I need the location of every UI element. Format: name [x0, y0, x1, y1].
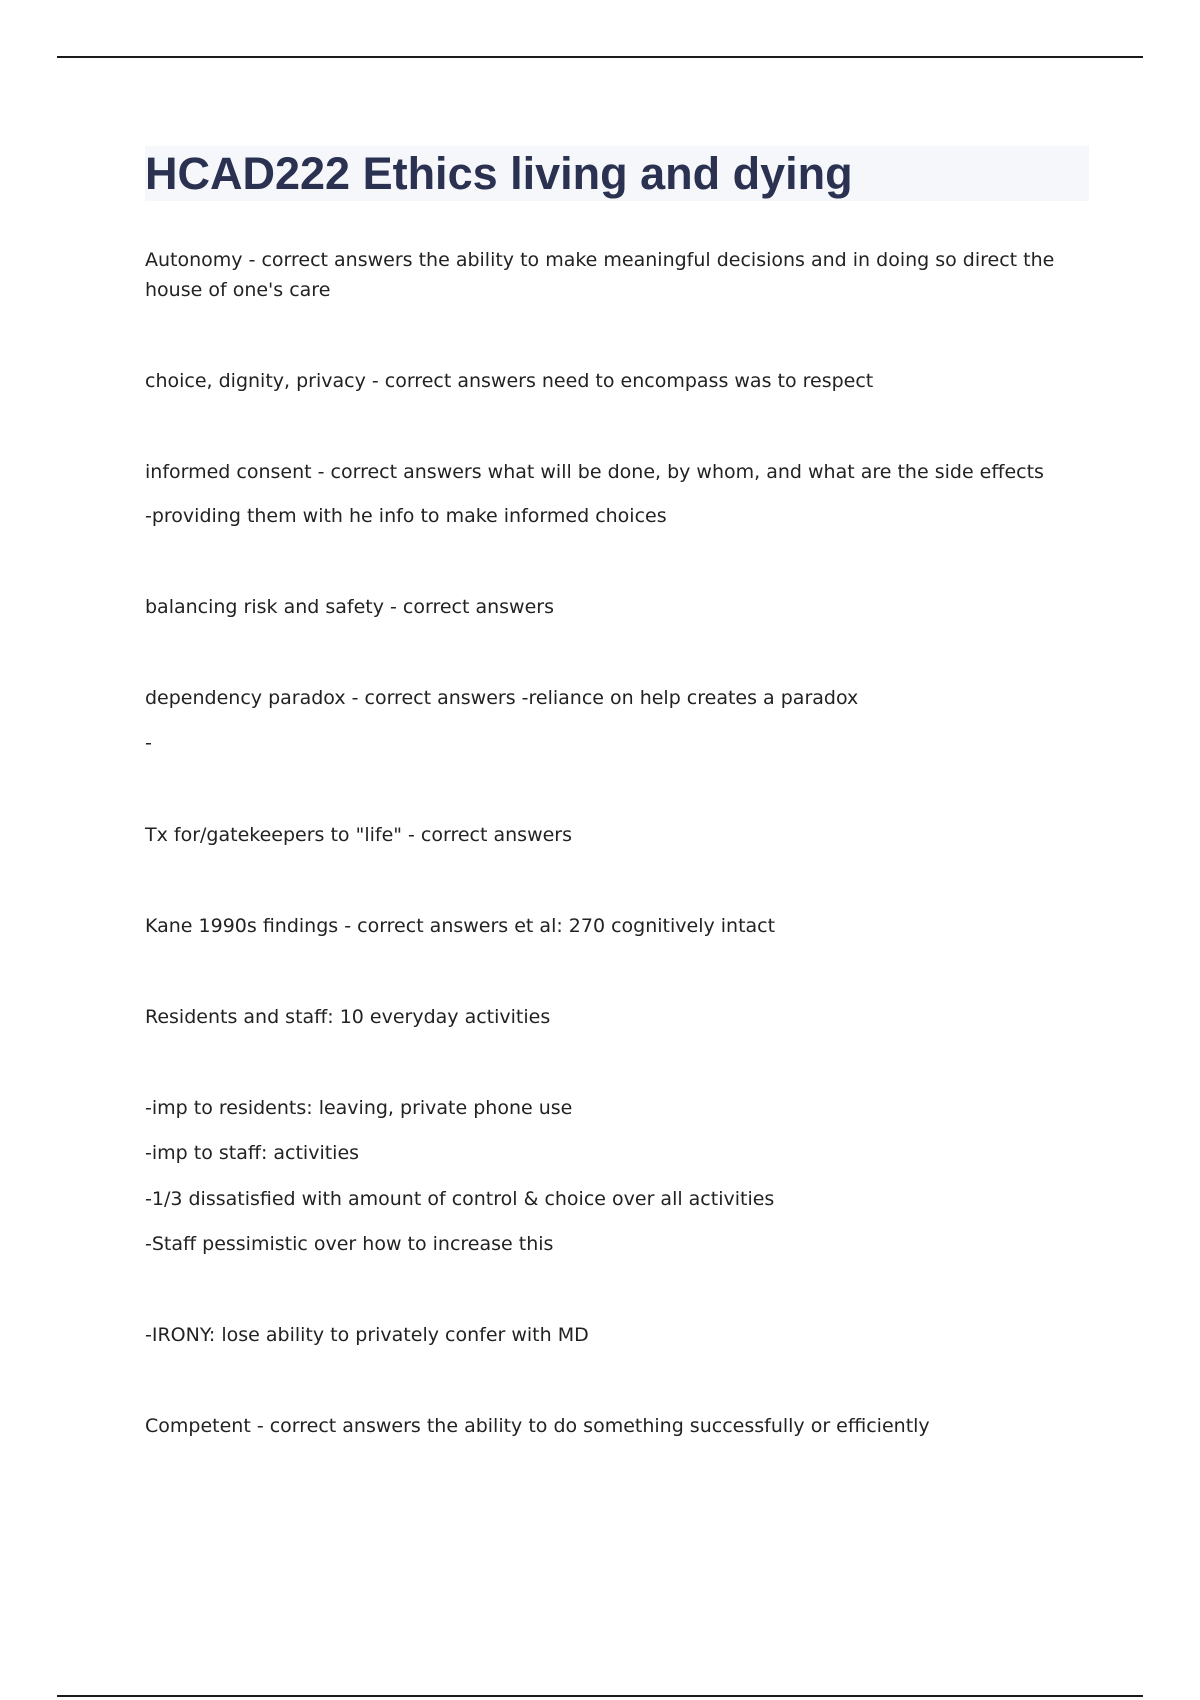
entry-dependency-paradox: dependency paradox - correct answers -reliance on help creates a paradox: [145, 687, 859, 709]
entry-imp-residents: -imp to residents: leaving, private phone use: [145, 1097, 573, 1119]
entry-informed-consent: informed consent - correct answers what will be done, by whom, and what are the side effects: [145, 461, 1044, 483]
entry-imp-staff: -imp to staff: activities: [145, 1142, 360, 1164]
entry-staff-pessimistic: -Staff pessimistic over how to increase this: [145, 1233, 554, 1255]
entry-residents-staff: Residents and staff: 10 everyday activities: [145, 1006, 551, 1028]
entry-dash: -: [145, 732, 152, 754]
entry-dissatisfied: -1/3 dissatisfied with amount of control & choice over all activities: [145, 1188, 775, 1210]
entry-kane-findings: Kane 1990s findings - correct answers et al: 270 cognitively intact: [145, 915, 776, 937]
entry-choice-dignity-privacy: choice, dignity, privacy - correct answers need to encompass was to respect: [145, 370, 874, 392]
entry-irony: -IRONY: lose ability to privately confer with MD: [145, 1324, 589, 1346]
bottom-divider: [57, 1695, 1143, 1697]
top-divider: [57, 56, 1143, 58]
document-title: HCAD222 Ethics living and dying: [145, 148, 853, 199]
entry-competent: Competent - correct answers the ability to do something successfully or efficiently: [145, 1415, 930, 1437]
entry-balancing-risk: balancing risk and safety - correct answers: [145, 596, 554, 618]
entry-autonomy: Autonomy - correct answers the ability to make meaningful decisions and in doing so direct the house of one's care: [145, 249, 1055, 301]
entry-informed-consent-note: -providing them with he info to make informed choices: [145, 505, 667, 527]
entry-gatekeepers: Tx for/gatekeepers to "life" - correct answers: [145, 824, 573, 846]
